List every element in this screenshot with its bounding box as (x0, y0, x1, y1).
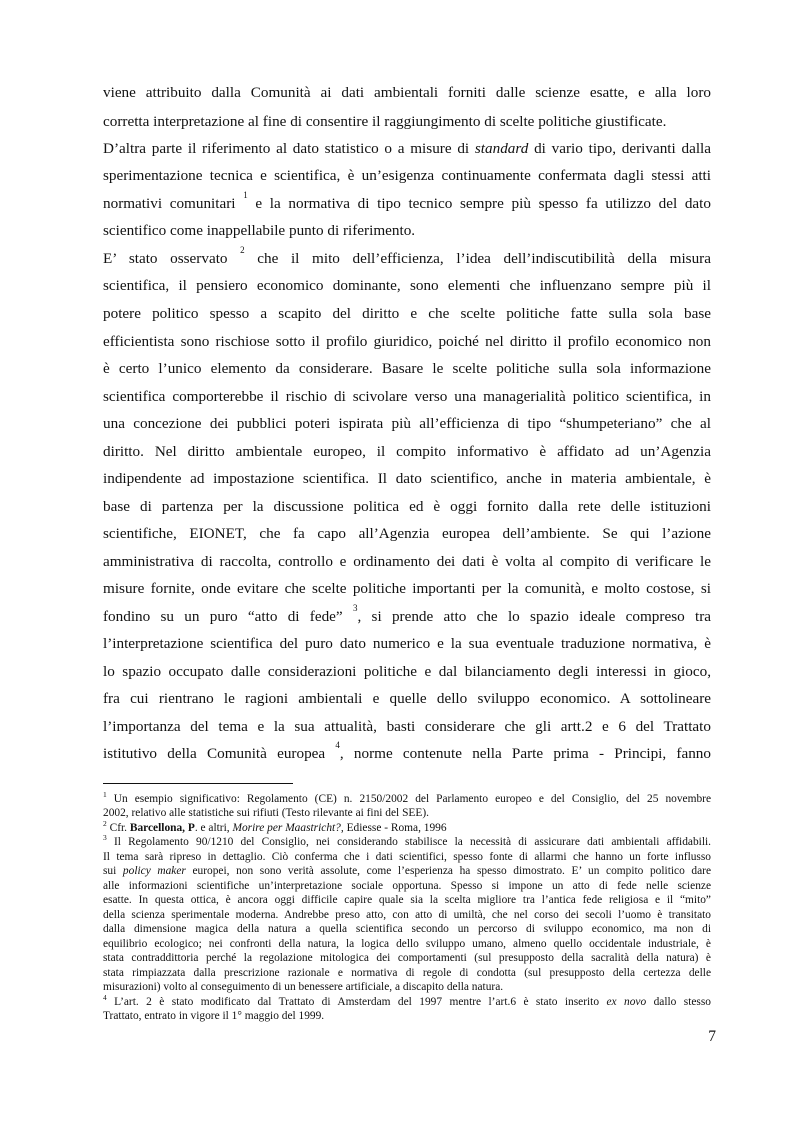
emphasis-ex-novo: ex novo (606, 996, 647, 1008)
body-line: viene attribuito dalla Comunità ai dati ambientali forniti dalle scienze esatte, e alla loro (103, 84, 711, 101)
body-line: diritto. Nel diritto ambientale europeo, il compito informativo è affidato ad un’Agenzia (103, 443, 711, 460)
cited-title: Morire per Maastricht?, (232, 822, 344, 834)
body-line: l’importanza del tema e la sua attualità, basti considerare che gli artt.2 e 6 del Trattato (103, 718, 711, 735)
footnote-number: 2 (103, 819, 107, 828)
body-line: fra cui rientrano le ragioni ambientali e quelle dello sviluppo economico. A sottolineare (103, 690, 711, 707)
footnote-line: Trattato, entrato in vigore il 1° maggio del 1999. (103, 1010, 325, 1022)
footnote-ref-1[interactable]: 1 (243, 190, 248, 200)
footnote-line: dalla dimensione magica della natura a quella scientifica secondo un percorso di sviluppo economico, ma non di (103, 923, 711, 935)
body-line: è certo l’unico elemento da considerare. Basare le scelte politiche sulla sola informazione (103, 360, 711, 377)
page-number: 7 (708, 1028, 716, 1045)
footnote-line: equilibrio ecologico; nei confronti della natura, la logica dello sviluppo umano, almeno quello occidentale industriale, è (103, 938, 711, 950)
footnote-line: della scienza sperimentale moderna. Andrebbe preso atto, con atto di umiltà, che nel corso dei secoli l’uomo è transitato (103, 909, 711, 921)
body-line: scientifica, il pensiero economico dominante, sono elementi che influenzano sempre più il (103, 277, 711, 294)
footnote-line: 2002, relativo alle statistiche sui rifiuti (Testo rilevante ai fini del SEE). (103, 807, 429, 819)
body-line: sperimentazione tecnica e scientifica, è un’esigenza continuamente confermata dagli stessi atti (103, 167, 711, 184)
footnote-2: $^2$ Cfr. Barcellona, P. e altri, Morire per Maastricht?, Ediesse - Roma, 1996 (103, 819, 447, 834)
body-line: D’altra parte il riferimento al dato statistico o a misure di standard di vario tipo, derivanti dalla (103, 140, 712, 157)
body-line: corretta interpretazione al fine di consentire il raggiungimento di scelte politiche giustificate. (103, 113, 667, 130)
footnote-ref-3[interactable]: 3 (352, 603, 358, 613)
body-line: scientifico come inappellabile punto di riferimento. (103, 222, 416, 239)
emphasis-policy-maker: policy maker (122, 865, 186, 877)
footnote-line: stata contraddittoria perché la regolazione mitologica dei comportamenti (sul presupposto della sacralità della natura) è (103, 952, 711, 964)
body-line: una concezione dei pubblici poteri ispirata più all’efficienza di tipo “shumpeteriano” che al (103, 415, 711, 432)
footnote-line: esatte. In questa ottica, è ancora oggi difficile capire quale sia la scelta migliore tra l’antica fede religiosa e il “mito” (103, 894, 711, 906)
footnote-ref-2[interactable]: 2 (240, 245, 245, 255)
footnote-number: 1 (103, 790, 107, 799)
body-line: amministrativa di raccolta, controllo e ordinamento dei dati è volta al compito di verificare le (103, 553, 711, 570)
body-line: potere politico spesso a scapito del diritto e che scelte politiche fatte sulla sola base (103, 305, 711, 322)
body-line: scientifica comporterebbe il rischio di scivolare verso una managerialità politico scientifica, in (103, 388, 711, 405)
footnote-separator (103, 783, 293, 784)
footnote-number: 3 (103, 833, 107, 842)
body-line: base di partenza per la discussione politica ed è oggi fornito dalla rete delle istituzioni (103, 498, 711, 515)
footnote-line: stata rimpiazzata dalla prescrizione razionale e normativa di regole di condotta (sul presupposto della certezza delle (103, 967, 711, 979)
footnote-line: misurazioni) volto al conseguimento di un benessere artificiale, a discapito della natura. (103, 981, 504, 993)
footnote-1: $^1$ Un esempio significativo: Regolamento (CE) n. 2150/2002 del Parlamento europeo e del Consiglio, del 25 novembre (103, 790, 711, 805)
body-line: fondino su un puro “atto di fede” $^3$, si prende atto che lo spazio ideale compreso tra (103, 603, 712, 625)
footnote-number: 4 (103, 993, 107, 1002)
footnote-line: alle informazioni scientifiche un’interpretazione sociale opportuna. Spesso si impone un atto di fede nelle scienze (103, 880, 711, 892)
footnote-line: sui policy maker europei, non sono verità assolute, come l’esperienza ha spesso dimostrato. E’ un compito politico dare (103, 865, 711, 877)
footnote-line: Il tema sarà ripreso in dettaglio. Ciò conferma che i dati scientifici, spesso fonte di allarmi che hanno un forte influsso (103, 851, 711, 863)
body-line: l’interpretazione scientifica del puro dato numerico e la sua eventuale traduzione normativa, è (103, 635, 711, 652)
body-line: E’ stato osservato $^2$ che il mito dell’efficienza, l’idea dell’indiscutibilità della misura (103, 245, 711, 267)
footnote-4: $^4$ L’art. 2 è stato modificato dal Trattato di Amsterdam del 1997 mentre l’art.6 è stato inserito ex novo dallo stesso (103, 993, 711, 1008)
body-line: lo spazio occupato dalle considerazioni politiche e dal bilanciamento degli interessi in gioco, (103, 663, 711, 680)
body-line: indipendente ad impostazione scientifica. Il dato scientifico, anche in materia ambientale, è (103, 470, 711, 487)
body-line: misure fornite, onde evitare che scelte politiche importanti per la comunità, e molto costose, si (103, 580, 711, 597)
cited-author: Barcellona, P (129, 822, 195, 834)
footnote-ref-4[interactable]: 4 (335, 740, 340, 750)
body-line: istitutivo della Comunità europea $^4$, norme contenute nella Parte prima - Principi, fanno (103, 740, 711, 762)
emphasis-standard: standard (474, 140, 529, 157)
footnote-3: $^3$ Il Regolamento 90/1210 del Consiglio, nei considerando stabilisce la necessità di assicurare dati ambientali affidabili. (103, 833, 711, 848)
body-line: efficientista sono rischiose sotto il profilo giuridico, poiché nel diritto il profilo economico non (103, 333, 711, 350)
body-line: normativi comunitari $^1$ e la normativa di tipo tecnico sempre più spesso fa utilizzo del dato (103, 190, 711, 212)
body-line: scientifiche, EIONET, che fa capo all’Agenzia europea dell’ambiente. Se qui l’azione (103, 525, 711, 542)
